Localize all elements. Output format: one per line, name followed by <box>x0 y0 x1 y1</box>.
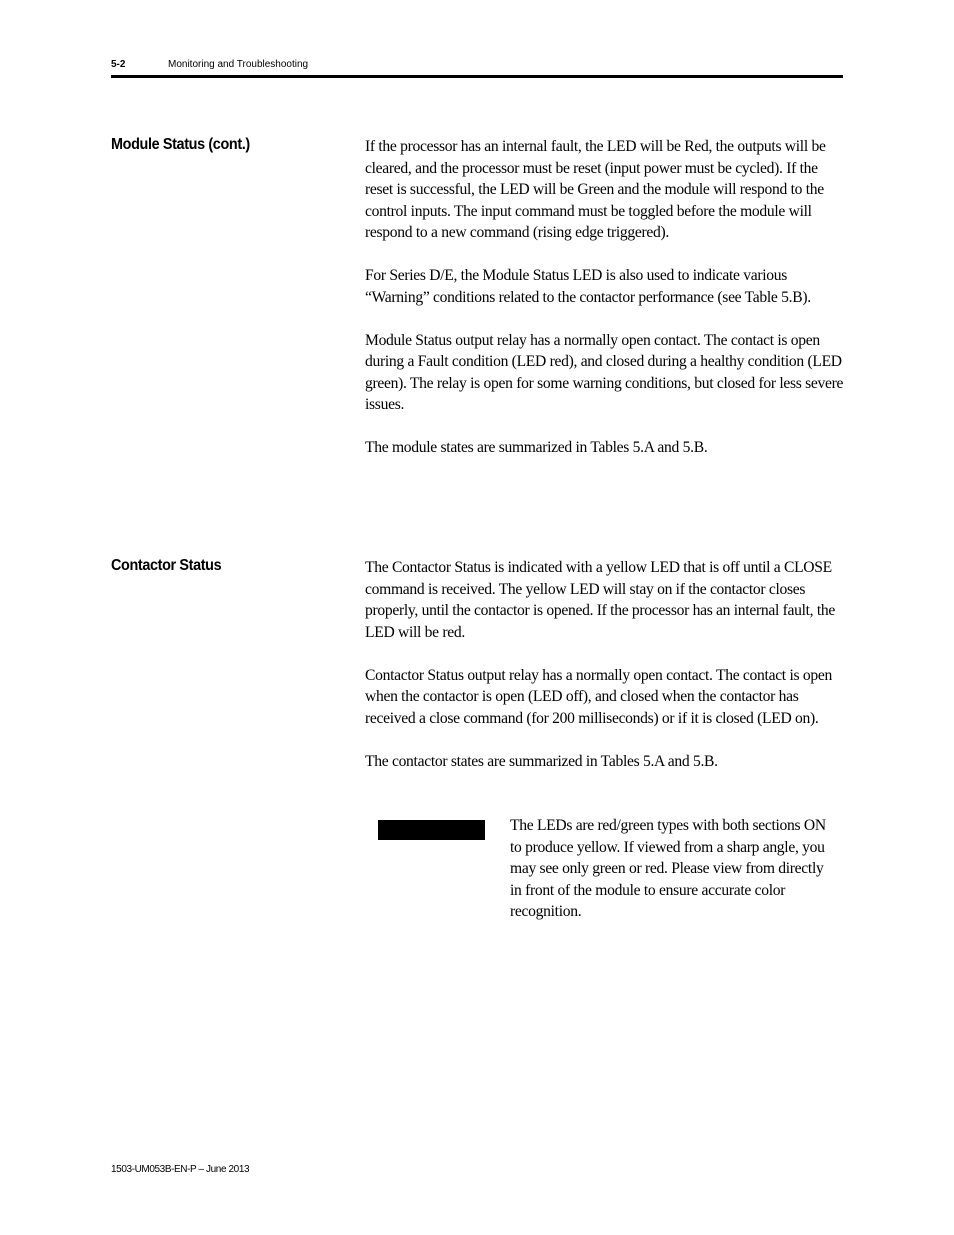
module-status-paragraph: For Series D/E, the Module Status LED is also used to indicate various “Warning” conditions related to the contactor performance (see Table 5.B). <box>365 267 811 306</box>
publication-footer: 1503-UM053B-EN-P – June 2013 <box>111 1164 250 1175</box>
contactor-status-heading: Contactor Status <box>111 557 222 574</box>
contactor-status-paragraph: The Contactor Status is indicated with a yellow LED that is off until a CLOSE command is received. The yellow LED will stay on if the contactor closes properly, until the contactor is opened. If the processor has an internal fault, the LED will be red. <box>365 559 836 641</box>
module-status-paragraph: Module Status output relay has a normally open contact. The contact is open during a Fault condition (LED red), and closed during a healthy condition (LED green). The relay is open for some warning conditions, but closed for less severe issues. <box>365 331 844 413</box>
chapter-title: Monitoring and Troubleshooting <box>168 59 309 70</box>
page-number: 5-2 <box>111 59 126 70</box>
module-status-paragraph: If the processor has an internal fault, the LED will be Red, the outputs will be cleared, and the processor must be reset (input power must be cycled). If the reset is successful, the LED will be Green and the module will respond to the control inputs. The input command must be toggled before the module will respond to a new command (rising edge triggered). <box>365 138 826 241</box>
header-rule <box>111 75 843 78</box>
note-label-bar <box>378 820 485 840</box>
module-status-paragraph: The module states are summarized in Tables 5.A and 5.B. <box>365 439 708 456</box>
note-text: The LEDs are red/green types with both sections ON to produce yellow. If viewed from a sharp angle, you may see only green or red. Please view from directly in front of the module to ensure accurate color recognition. <box>510 817 826 920</box>
contactor-status-body <box>365 557 845 794</box>
contactor-status-paragraph: The contactor states are summarized in Tables 5.A and 5.B. <box>365 752 718 770</box>
contactor-status-paragraph: Contactor Status output relay has a normally open contact. The contact is open when the contactor is open (LED off), and closed when the contactor has received a close command (for 200 milliseconds) or if it is closed (LED on). <box>365 666 832 727</box>
module-status-body <box>365 136 845 480</box>
module-status-heading: Module Status (cont.) <box>111 136 250 153</box>
